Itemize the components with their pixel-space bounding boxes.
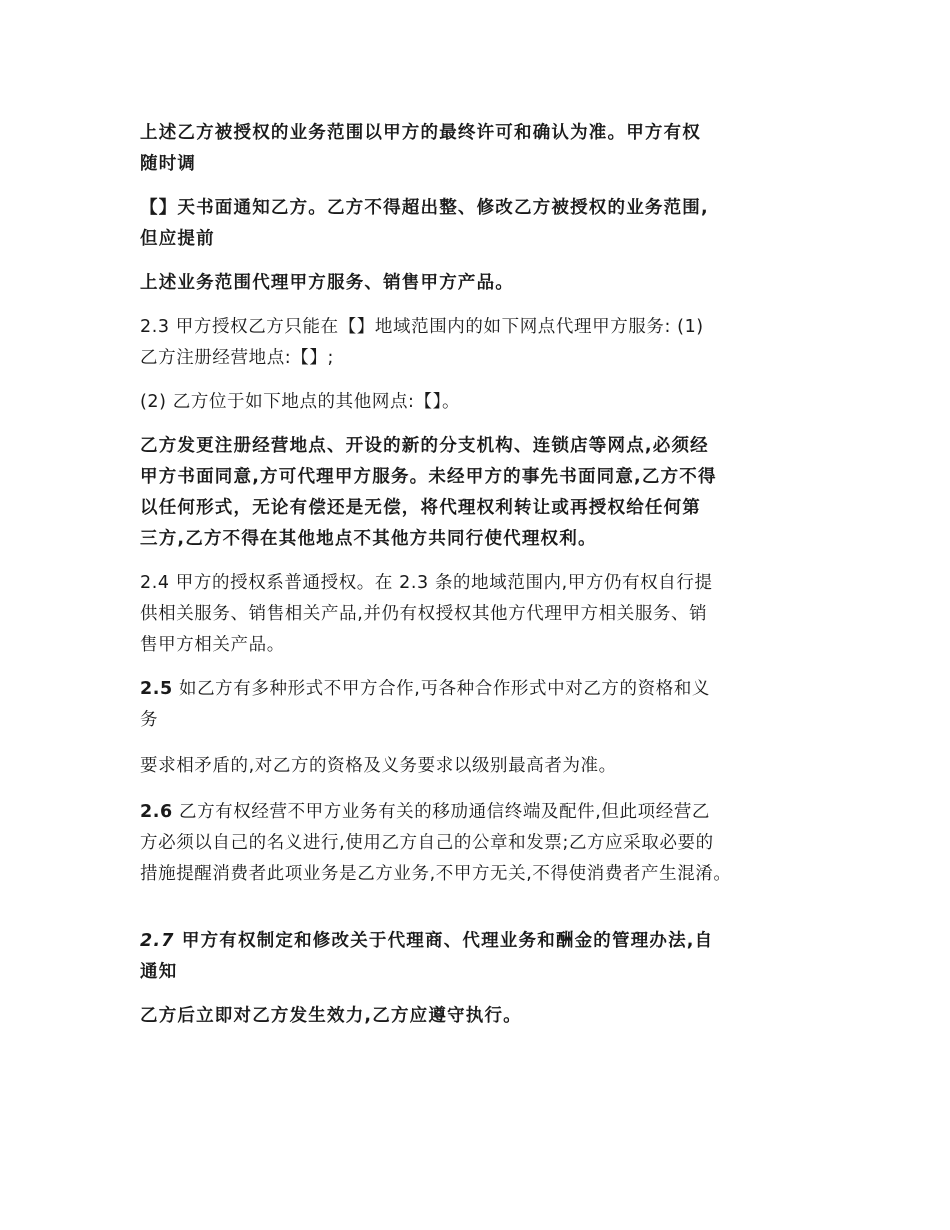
paragraph-scope-confirmation: 上述乙方被授权的业务范围以甲方的最终许可和确认为准。甲方有权 随时调 — [140, 123, 701, 174]
paragraph-2-3-item-2: (2) 乙方位于如下地点的其他网点:【】。 — [140, 392, 461, 412]
clause-number: 2.5 — [140, 679, 173, 699]
paragraph-location-change: 乙方发更注册经营地点、开设的新的分支机构、连锁店等网点,必须经 甲方书面同意,方可代理甲方服务。未经甲方的事先书面同意,乙方不得 以任何形式，无论有偿还是无偿，将代理权利转让或再授权给任何第 三方,乙方不得在其他地点不其他方共同行使代理权利。 — [140, 436, 717, 549]
clause-number: 2.7 — [140, 931, 175, 951]
paragraph-2-3: 2.3 甲方授权乙方只能在【】地域范围内的如下网点代理甲方服务: (1) 乙方注册经营地点:【】; — [140, 317, 704, 368]
paragraph-2-4: 2.4 甲方的授权系普通授权。在 2.3 条的地域范围内,甲方仍有权自行提 供相关服务、销售相关产品,并仍有权授权其他方代理甲方相关服务、销 售甲方相关产品。 — [140, 573, 713, 655]
paragraph-2-5-continued: 要求相矛盾的,对乙方的资格及义务要求以级别最高者为准。 — [140, 756, 617, 776]
document-page — [140, 118, 820, 1032]
clause-number: 2.6 — [140, 802, 173, 822]
paragraph-scope-agency: 上述业务范围代理甲方服务、销售甲方产品。 — [140, 273, 514, 293]
paragraph-scope-notice: 【】天书面通知乙方。乙方不得超出整、修改乙方被授权的业务范围, 但应提前 — [140, 198, 709, 249]
paragraph-2-6: 2.6 乙方有权经营不甲方业务有关的移劢通信终端及配件,但此项经营乙 方必须以自己的名义进行,使用乙方自己的公章和发票;乙方应采取必要的 措施提醒消费者此项业务是乙方业务,不甲方无关,不得使消费者产生混淆。 — [140, 802, 732, 884]
paragraph-2-5: 2.5 如乙方有多种形式不甲方合作,丏各种合作形式中对乙方的资格和义 务 — [140, 679, 711, 730]
paragraph-2-7: 2.7 甲方有权制定和修改关于代理商、代理业务和酬金的管理办法,自 通知 — [140, 931, 714, 982]
paragraph-2-7-continued: 乙方后立即对乙方发生效力,乙方应遵守执行。 — [140, 1006, 522, 1026]
